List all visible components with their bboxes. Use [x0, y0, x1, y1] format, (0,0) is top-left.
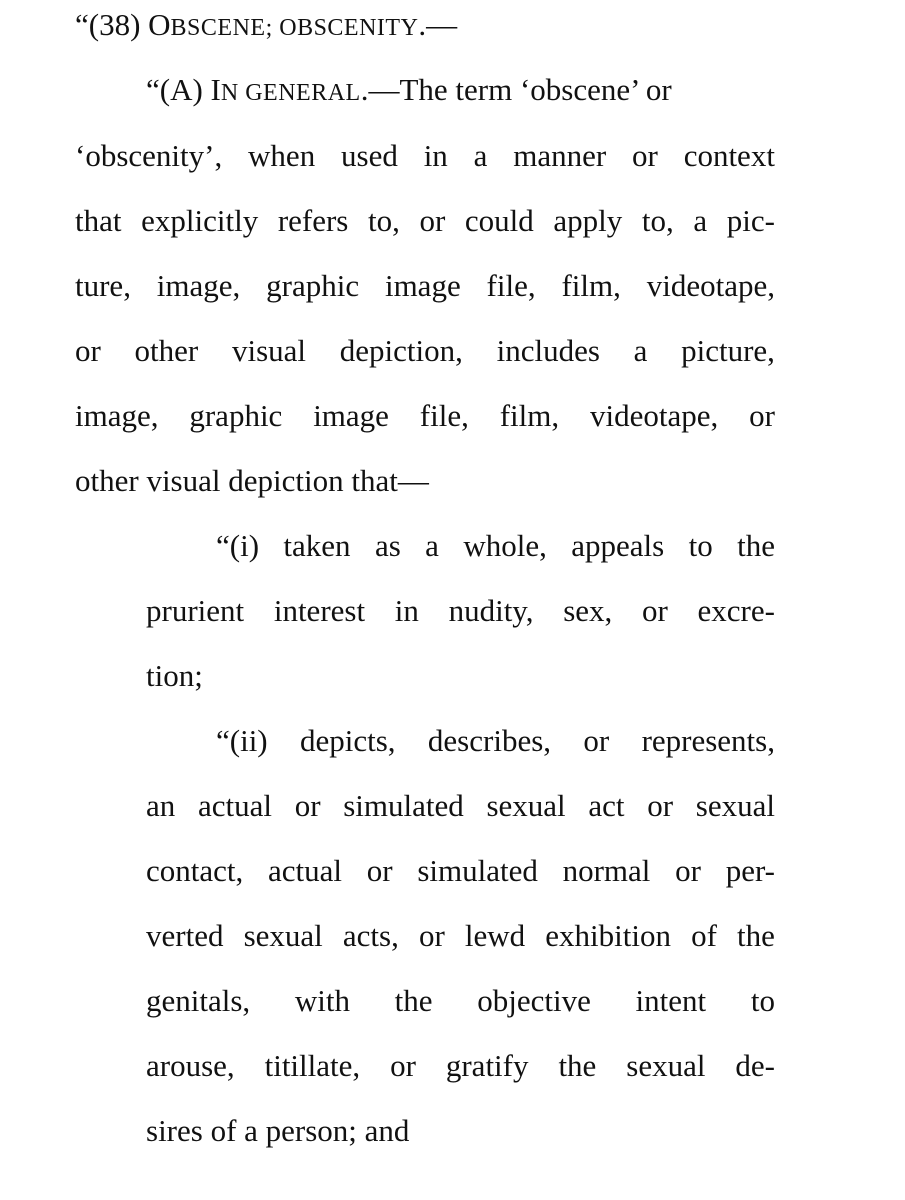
subsection-a-small-caps: N GENERAL: [220, 80, 361, 106]
subsection-a-line: image, graphic image file, film, videotape, or: [75, 398, 775, 433]
clause-i-line: “(i) taken as a whole, appeals to the: [216, 528, 775, 563]
heading-initial-cap: O: [148, 7, 171, 42]
clause-ii-line: “(ii) depicts, describes, or represents,: [216, 723, 775, 758]
subsection-a-line: or other visual depiction, includes a picture,: [75, 333, 775, 368]
clause-ii-line: genitals, with the objective intent to: [146, 983, 775, 1018]
subsection-a-lead: .—The term ‘obscene’ or: [360, 72, 672, 107]
subsection-a-heading-line: [146, 70, 774, 113]
clause-i-line: prurient interest in nudity, sex, or excre-: [146, 593, 775, 628]
subsection-a-line: that explicitly refers to, or could apply to, a pic-: [75, 203, 775, 238]
clause-ii-line: sires of a person; and: [146, 1113, 410, 1148]
heading-small-caps: BSCENE; OBSCENITY: [170, 15, 419, 41]
subsection-a-text: “(A) IN GENERAL.—The term ‘obscene’ or: [146, 72, 672, 107]
clause-ii-line: contact, actual or simulated normal or per-: [146, 853, 775, 888]
clause-ii-line: arouse, titillate, or gratify the sexual de-: [146, 1048, 775, 1083]
section-number: “(38): [75, 7, 149, 42]
clause-i-line: tion;: [146, 658, 203, 693]
subsection-a-line: ‘obscenity’, when used in a manner or context: [75, 138, 775, 173]
section-38-heading: [75, 5, 457, 48]
heading-dash: .—: [418, 7, 458, 42]
subsection-a-line: other visual depiction that—: [75, 463, 429, 498]
subsection-a-initial-cap: I: [210, 72, 221, 107]
subsection-a-line: ture, image, graphic image file, film, videotape,: [75, 268, 775, 303]
clause-ii-line: verted sexual acts, or lewd exhibition of the: [146, 918, 775, 953]
clause-ii-line: an actual or simulated sexual act or sexual: [146, 788, 775, 823]
